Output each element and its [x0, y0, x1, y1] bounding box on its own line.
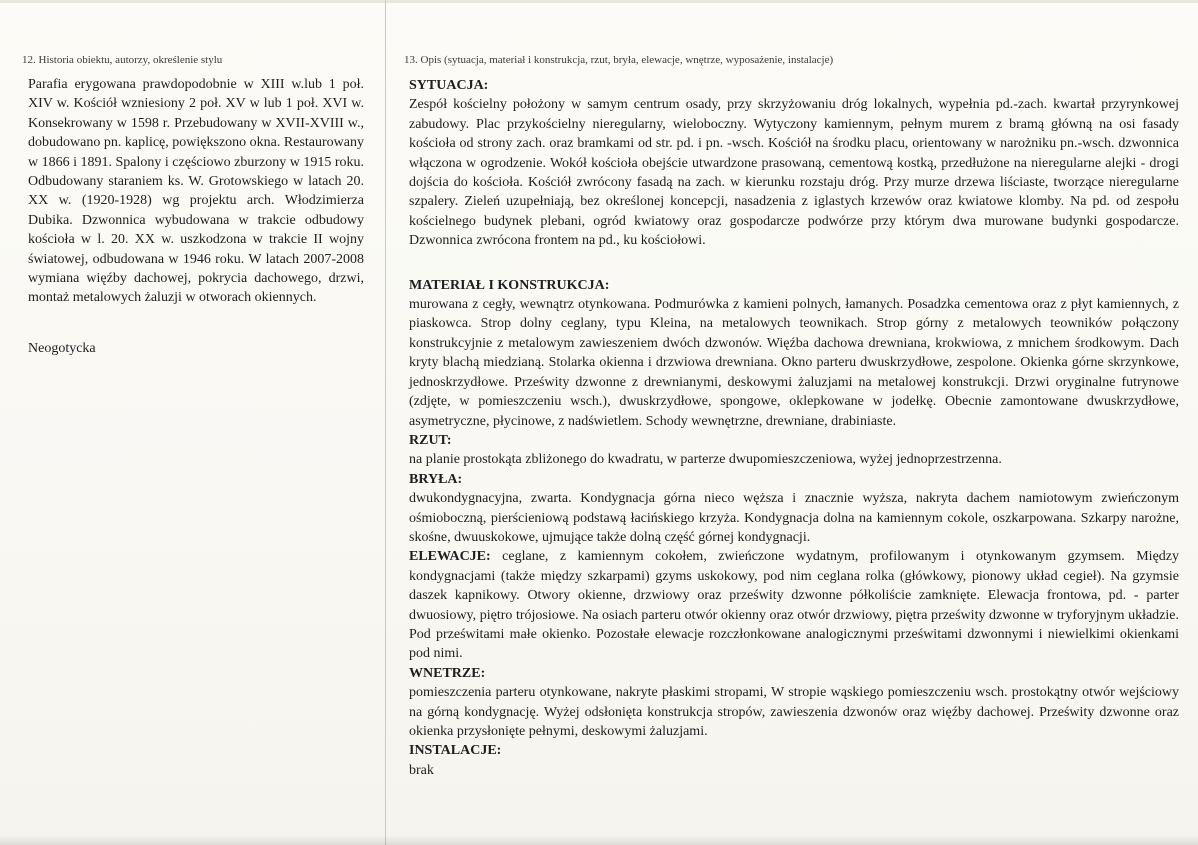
description-column — [409, 76, 1179, 780]
material-heading: MATERIAŁ I KONSTRUKCJA: — [409, 277, 610, 293]
bryla-paragraph: dwukondygnacyjna, zwarta. Kondygnacja górna nieco węższa i znacznie wyższa, nakryta dachem namiotowym zwieńczonym ośmioboczną, pierścieniową podstawą łacińskiego krzyża. Kondygnacja dolna na kamiennym cokole, oszkarpowana. Szkarpy narożne, skośne, dwuuskokowe, ujmujące także dolną część górnej kondygnacji. — [409, 491, 1179, 545]
sytuacja-heading: SYTUACJA: — [409, 78, 489, 93]
description-section-heading: 13. Opis (sytuacja, materiał i konstrukcja, rzut, bryła, elewacje, wnętrze, wyposażenie, instalacje) — [404, 54, 834, 66]
sytuacja-paragraph: Zespół kościelny położony w samym centrum osady, przy skrzyżowaniu dróg lokalnych, wypełnia pd.-zach. kwartał przyrynkowej zabudowy. Plac przykościelny nieregularny, wieloboczny. Wytyczony kamiennym, pełnym murem z bramą główną na osi fasady kościoła od strony zach. oraz bramkami od str. pd. i pn. -wsch. Kościół na środku placu, orientowany w narożniku pn.-wsch. dzwonnica włączona w ogrodzenie. Wokół kościoła obejście utwardzone prasowaną, cementową kostką, przedłużone na nieregularne alejki - drogi dojścia do kościoła. Kościół zwrócony fasadą na zach. w kierunku rozstaju dróg. Przy murze drzewa liściaste, tworzące nieregularne szpalery. Zieleń uzupełniają, bez określonej koncepcji, nasadzenia z iglastych krzewów oraz kwiatowe klomby. Na pd. od zespołu kościelnego budynek plebani, ogród kwiatowy oraz gospodarcze podwórze przy którym dwa murowane budynki gospodarcze. Dzwonnica zwrócona frontem na pd., ku kościołowi. — [409, 97, 1179, 249]
history-text — [28, 75, 364, 308]
material-paragraph: murowana z cegły, wewnątrz otynkowana. Podmurówka z kamieni polnych, łamanych. Posadzka cementowa oraz z płyt kamiennych, z piaskowca. Strop dolny ceglany, typu Kleina, na metalowych teownikach. Strop górny z metalowych teowników połączony konstrukcyjnie z metalowym zawieszeniem dwóch dzwonów. Więźba dachowa drewniana, krokwiowa, z mnichem środkowym. Dach kryty blachą miedzianą. Stolarka okienna i drzwiowa drewniana. Okno parteru dwuskrzydłowe, zespolone. Okienka górne skrzynkowe, jednoskrzydłowe. Prześwity dzwonne z drewnianymi, deskowymi żaluzjami na metalowej konstrukcji. Drzwi oryginalne futrynowe (zdjęte, w pomieszczeniu wsch.), dwuskrzydłowe, spongowe, oklepkowane w jodełkę. Obecnie zamontowane dwuskrzydłowe, asymetryczne, płycinowe, z nadświetlem. Schody wewnętrzne, drewniane, drabiniaste. — [409, 297, 1179, 429]
bryla-heading: BRYŁA: — [409, 471, 463, 487]
elewacje-paragraph — [409, 547, 1179, 663]
page-top-edge — [0, 0, 1198, 3]
history-section-heading: 12. Historia obiektu, autorzy, określenie stylu — [22, 54, 223, 66]
wnetrze-paragraph: pomieszczenia parteru otynkowane, nakryte płaskimi stropami, W stropie wąskiego pomieszczeniu wsch. prostokątny otwór wejściowy na górną kondygnację. Wyżej odsłonięta konstrukcja stropów, zawieszenia dzwonów oraz więźby dachowej. Prześwity dzwonne oraz okienka przysłonięte pełnymi, deskowymi żaluzjami. — [409, 685, 1179, 739]
instalacje-heading: INSTALACJE: — [409, 743, 502, 759]
rzut-heading: RZUT: — [409, 432, 452, 448]
section-gap — [409, 251, 1179, 276]
page-bottom-shadow — [0, 835, 1198, 845]
elewacje-text: ceglane, z kamiennym cokołem, zwieńczone wydatnym, profilowanym i otynkowanym gzymsem. Między kondygnacjami (także między szkarpami) gzyms uskokowy, pod nim ceglana rolka (główkowy, pionowy układ cegieł). Na gzymsie daszek kapnikowy. Otwory okienne, drzwiowy oraz prześwity dzwonne półkoliście zamknięte. Elewacja frontowa, pd. - parter dwuosiowy, piętro trójosiowe. Na osiach parteru otwór okienny oraz otwór drzwiowy, piętra prześwity dzwonne w tryforyjnym układzie. Pod prześwitami małe okienko. Pozostałe elewacje rozczłonkowane analogicznymi prześwitami dzwonnymi i niewielkimi okienkami pod nimi. — [409, 549, 1179, 662]
wnetrze-heading: WNETRZE: — [409, 665, 486, 681]
instalacje-paragraph: brak — [409, 762, 434, 778]
column-divider — [385, 0, 386, 845]
history-paragraph: Parafia erygowana prawdopodobnie w XIII w.lub 1 poł. XIV w. Kościół wzniesiony 2 poł. XV w lub 1 poł. XVI w. Konsekrowany w 1598 r. Przebudowany w XVII-XVIII w., dobudowano pn. kaplicę, powiększono okna. Restaurowany w 1866 i 1891. Spalony i częściowo zburzony w 1915 roku. Odbudowany staraniem ks. W. Grotowskiego w latach 20. XX w. (1920-1928) wg projektu arch. Włodzimierza Dubika. Dzwonnica wybudowana w trakcie odbudowy kościoła w l. 20. XX w. uszkodzona w trakcie II wojny światowej, odbudowana w 1946 roku. W latach 2007-2008 wymiana więźby dachowej, pokrycia dachowego, drzwi, montaż metalowych żaluzji w otworach okiennych. — [28, 77, 364, 306]
rzut-paragraph: na planie prostokąta zbliżonego do kwadratu, w parterze dwupomieszczeniowa, wyżej jednoprzestrzenna. — [409, 452, 1002, 468]
elewacje-heading: ELEWACJE: — [409, 549, 491, 565]
style-text: Neogotycka — [28, 341, 96, 356]
